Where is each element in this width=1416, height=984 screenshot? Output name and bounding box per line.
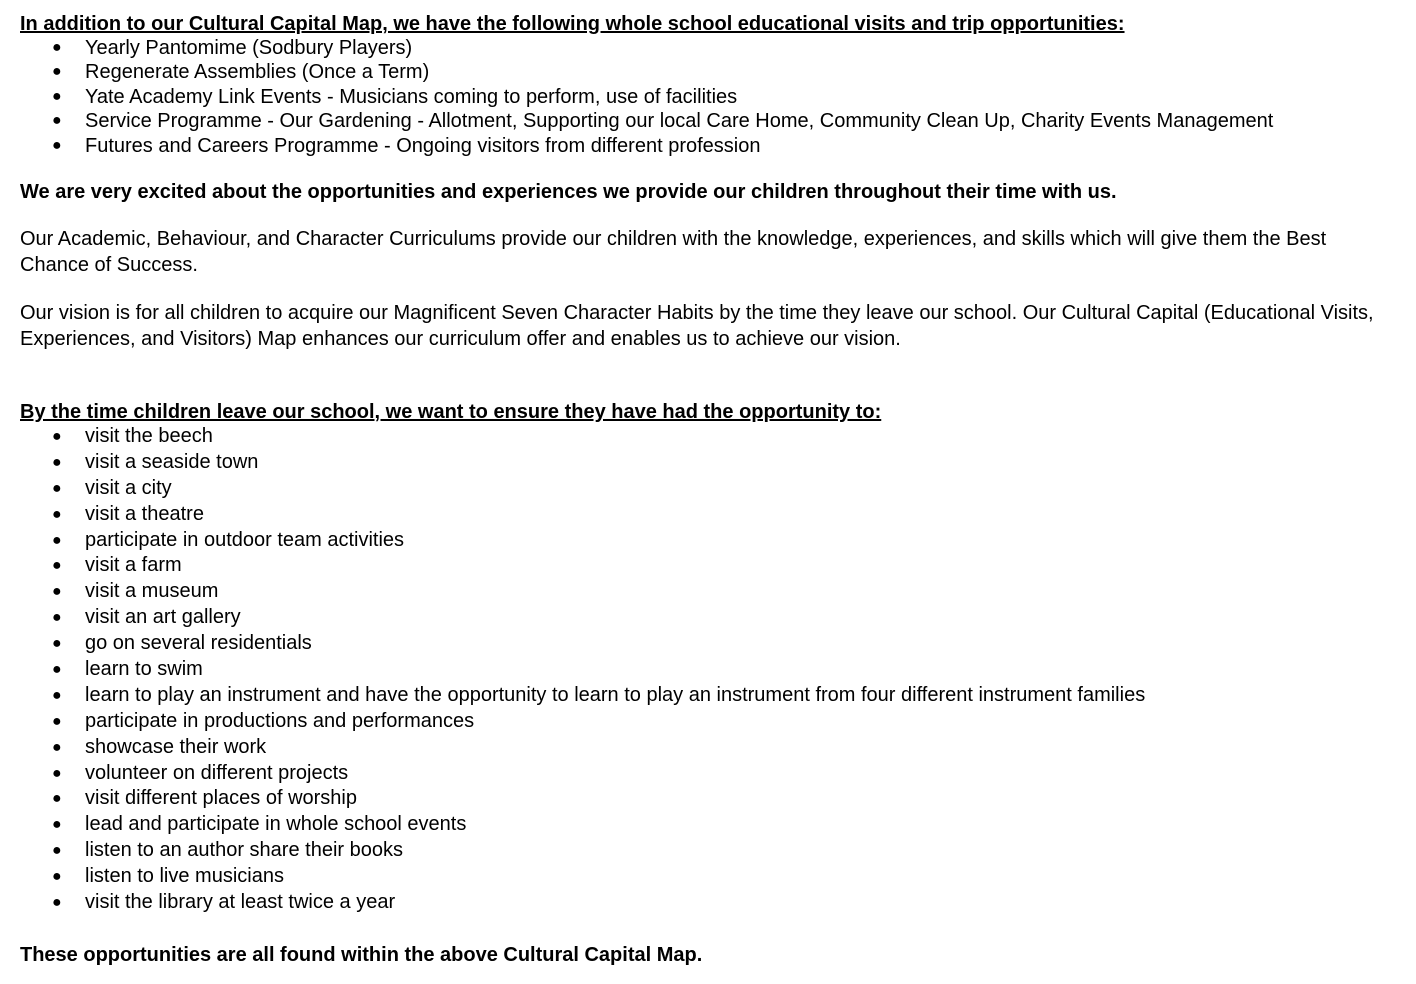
section1-heading: In addition to our Cultural Capital Map, we have the following whole school educational visits and trip opportunities:: [20, 13, 1125, 35]
vision-paragraph: Our vision is for all children to acquire our Magnificent Seven Character Habits by the time they leave our school. Our Cultural Capital (Educational Visits, Experiences, and Visitors) Map enhances our curriculum offer and enables us to achieve our vision.: [20, 301, 1374, 350]
list-item: [20, 761, 1400, 787]
list-item: [20, 134, 1400, 158]
document-body: [20, 0, 1400, 967]
list-item-text: volunteer on different projects: [85, 761, 349, 784]
excited-statement: We are very excited about the opportunities and experiences we provide our children throughout their time with us.: [20, 180, 1117, 203]
bullet-icon: ●: [52, 868, 62, 886]
closing-statement: These opportunities are all found within the above Cultural Capital Map.: [20, 943, 703, 966]
list-item-text: listen to an author share their books: [85, 839, 403, 862]
list-item-text: listen to live musicians: [85, 865, 284, 888]
bullet-icon: ●: [52, 893, 62, 911]
bullet-icon: ●: [52, 686, 62, 704]
bullet-icon: ●: [52, 531, 62, 549]
bullet-icon: ●: [52, 842, 62, 860]
list-item-text: visit a theatre: [85, 502, 204, 525]
bullet-icon: ●: [52, 39, 62, 56]
list-item-text: visit a farm: [85, 554, 182, 577]
list-item-text: learn to play an instrument and have the opportunity to learn to play an instrument from four different instrument families: [85, 683, 1146, 706]
list-item-text: visit an art gallery: [85, 606, 241, 629]
list-item-text: visit the beech: [85, 424, 213, 447]
list-item: [20, 631, 1400, 657]
list-item-text: Service Programme - Our Gardening - Allotment, Supporting our local Care Home, Community Clean Up, Charity Events Management: [85, 110, 1274, 133]
list-item-text: Yearly Pantomime (Sodbury Players): [85, 37, 413, 59]
bullet-icon: ●: [52, 453, 62, 471]
bullet-icon: ●: [52, 505, 62, 523]
list-item-text: visit the library at least twice a year: [85, 890, 396, 913]
bullet-icon: ●: [52, 660, 62, 678]
bullet-icon: ●: [52, 136, 62, 154]
list-item-text: go on several residentials: [85, 632, 312, 655]
section2-heading: By the time children leave our school, we want to ensure they have had the opportunity to:: [20, 400, 882, 423]
bullet-icon: ●: [52, 635, 62, 653]
bullet-icon: ●: [52, 427, 62, 445]
bullet-icon: ●: [52, 816, 62, 834]
list-item-text: learn to swim: [85, 657, 203, 680]
list-item: [20, 60, 1400, 84]
list-item-text: visit a city: [85, 476, 172, 499]
list-item-text: visit a seaside town: [85, 450, 259, 473]
bullet-icon: ●: [52, 583, 62, 601]
list-item-text: Regenerate Assemblies (Once a Term): [85, 61, 430, 84]
bullet-icon: ●: [52, 479, 62, 497]
list-item: [20, 424, 1400, 450]
list-item-text: visit different places of worship: [85, 787, 357, 810]
list-item: [20, 735, 1400, 761]
list-item: [20, 890, 1400, 916]
list-item: [20, 450, 1400, 476]
list-item: [20, 683, 1400, 709]
section2-list: [20, 424, 1400, 916]
list-item: [20, 812, 1400, 838]
list-item-text: participate in outdoor team activities: [85, 528, 405, 551]
bullet-icon: ●: [52, 557, 62, 575]
list-item: [20, 657, 1400, 683]
list-item-text: visit a museum: [85, 580, 219, 603]
bullet-icon: ●: [52, 738, 62, 756]
list-item-text: lead and participate in whole school events: [85, 813, 467, 836]
list-item: [20, 553, 1400, 579]
section1-list: [20, 36, 1400, 158]
bullet-icon: ●: [52, 790, 62, 808]
bullet-icon: ●: [52, 87, 62, 105]
bullet-icon: ●: [52, 764, 62, 782]
list-item: [20, 709, 1400, 735]
list-item: [20, 605, 1400, 631]
bullet-icon: ●: [52, 112, 62, 130]
list-item: [20, 838, 1400, 864]
list-item: [20, 579, 1400, 605]
curriculum-paragraph: Our Academic, Behaviour, and Character Curriculums provide our children with the knowledge, experiences, and skills which will give them the Best Chance of Success.: [20, 227, 1327, 276]
bullet-icon: ●: [52, 609, 62, 627]
list-item-text: showcase their work: [85, 735, 267, 758]
list-item: [20, 36, 1400, 60]
list-item: [20, 864, 1400, 890]
list-item: [20, 85, 1400, 109]
list-item: [20, 528, 1400, 554]
list-item-text: Futures and Careers Programme - Ongoing visitors from different profession: [85, 134, 761, 157]
list-item: [20, 502, 1400, 528]
list-item: [20, 786, 1400, 812]
bullet-icon: ●: [52, 63, 62, 81]
list-item-text: Yate Academy Link Events - Musicians coming to perform, use of facilities: [85, 85, 738, 108]
list-item: [20, 476, 1400, 502]
bullet-icon: ●: [52, 712, 62, 730]
list-item: [20, 109, 1400, 133]
list-item-text: participate in productions and performances: [85, 709, 475, 732]
